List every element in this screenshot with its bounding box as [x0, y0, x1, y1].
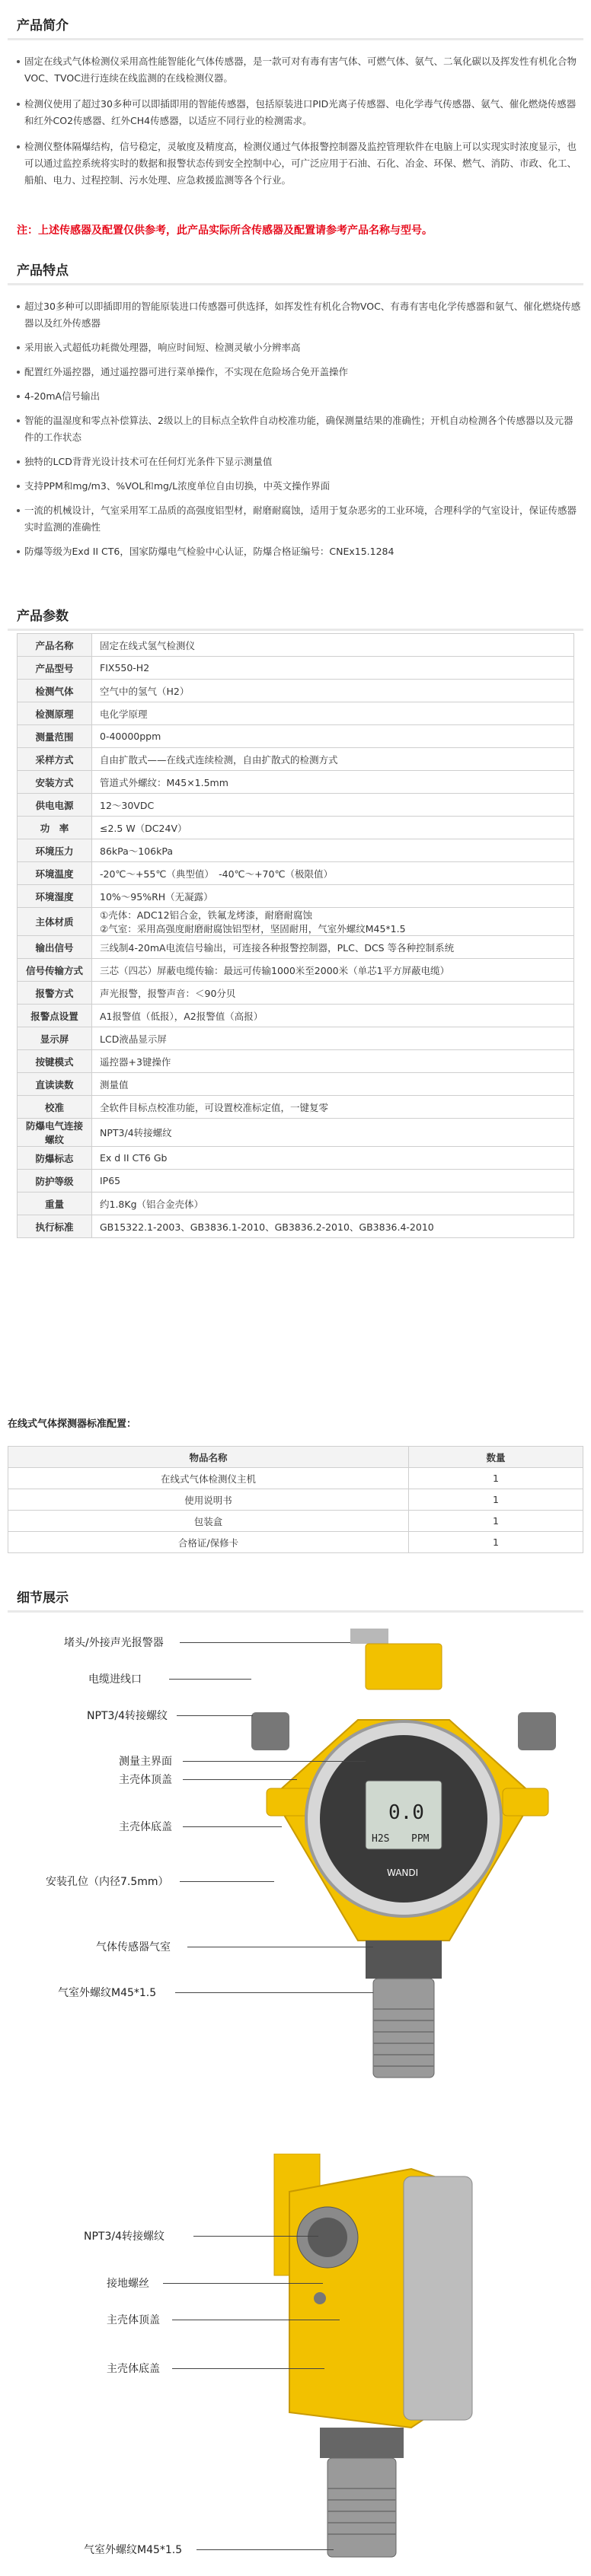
standard-row	[8, 1489, 583, 1511]
spec-key: 报警点设置	[18, 1005, 92, 1027]
spec-key: 防爆标志	[18, 1147, 92, 1170]
standard-row	[8, 1511, 583, 1532]
spec-row	[18, 817, 574, 839]
label-mount-hole: 安装孔位（内径7.5mm）	[46, 1876, 169, 1888]
device-front-image	[251, 1629, 571, 2131]
sensor-chamber-side	[327, 2458, 396, 2557]
leader-line	[183, 1779, 297, 1780]
spec-key: 输出信号	[18, 936, 92, 959]
standard-cell: 使用说明书	[8, 1489, 409, 1511]
top-cap	[350, 1629, 388, 1644]
spec-value: 全软件目标点校准功能，可设置校准标定值，一键复零	[92, 1096, 574, 1119]
spec-key: 防护等级	[18, 1170, 92, 1192]
spec-table	[17, 633, 574, 1238]
spec-value: GB15322.1-2003、GB3836.1-2010、GB3836.2-2010、GB3836.4-2010	[92, 1215, 574, 1238]
spec-row	[18, 702, 574, 725]
intro-paragraph: 检测仪整体隔爆结构，信号稳定，灵敏度及精度高，检测仪通过气体报警控制器及监控管理软件在电脑上可以实现实时浓度显示，也可以通过监控系统将实时的数据和报警状态传到安全控制中心，可广泛应用于石油、石化、冶金、环保、燃气、消防、市政、化工、船舶、电力、过程控制、污水处理、应急救援监测等各个行业。	[17, 139, 582, 189]
spec-key: 环境压力	[18, 839, 92, 862]
spec-key: 安装方式	[18, 771, 92, 794]
detail-title: 细节展示	[17, 1590, 69, 1606]
spec-row	[18, 1119, 574, 1147]
leader-line	[183, 1761, 366, 1762]
spec-value: NPT3/4转接螺纹	[92, 1119, 574, 1147]
spec-value: 0-40000ppm	[92, 725, 574, 748]
spec-value: 10%～95%RH（无凝露）	[92, 885, 574, 908]
standard-cell: 1	[409, 1489, 583, 1511]
standard-table	[8, 1446, 583, 1553]
feature-item: 独特的LCD背背光设计技术可在任何灯光条件下显示测量值	[17, 454, 582, 470]
spec-value: 三芯（四芯）屏蔽电缆传输：最远可传输1000米至2000米（单芯1平方屏蔽电缆）	[92, 959, 574, 982]
spec-row	[18, 1192, 574, 1215]
spec-value: IP65	[92, 1170, 574, 1192]
standard-cell: 1	[409, 1532, 583, 1553]
spec-key: 主体材质	[18, 908, 92, 936]
leader-line	[169, 1679, 251, 1680]
spec-value: 空气中的氢气（H2）	[92, 680, 574, 702]
leader-line	[163, 2283, 323, 2284]
spec-value: 电化学原理	[92, 702, 574, 725]
spec-row	[18, 1215, 574, 1238]
spec-row	[18, 771, 574, 794]
brand-logo: WANDI	[387, 1868, 419, 1878]
spec-row	[18, 1170, 574, 1192]
spec-value: Ex d II CT6 Gb	[92, 1147, 574, 1170]
leader-line	[193, 2236, 318, 2237]
spec-value: 遥控器+3键操作	[92, 1050, 574, 1073]
intro-title: 产品简介	[17, 18, 69, 33]
label-cable-inlet: 电缆进线口	[88, 1673, 142, 1686]
plug-right	[518, 1712, 556, 1750]
spec-key: 直读读数	[18, 1073, 92, 1096]
spec-row	[18, 657, 574, 680]
standard-cell: 1	[409, 1468, 583, 1489]
label-ground-screw: 接地螺丝	[107, 2278, 149, 2290]
spec-value: 测量值	[92, 1073, 574, 1096]
spec-row	[18, 1147, 574, 1170]
feature-item: 4-20mA信号输出	[17, 388, 582, 405]
spec-key: 环境温度	[18, 862, 92, 885]
spec-row	[18, 748, 574, 771]
intro-paragraph: 固定在线式气体检测仪采用高性能智能化气体传感器，是一款可对有毒有害气体、可燃气体、氨气、二氧化碳以及挥发性有机化合物VOC、TVOC进行连续在线监测的在线检测仪器。	[17, 53, 582, 87]
spec-key: 检测原理	[18, 702, 92, 725]
label-side-npt: NPT3/4转接螺纹	[84, 2231, 165, 2243]
label-chamber-thread: 气室外螺纹M45*1.5	[58, 1987, 157, 1999]
spec-key: 校准	[18, 1096, 92, 1119]
features-title: 产品特点	[17, 263, 69, 279]
lcd-unit: PPM	[411, 1833, 430, 1845]
top-boss	[366, 1644, 442, 1689]
spec-key: 采样方式	[18, 748, 92, 771]
spec-value: ≤2.5 W（DC24V）	[92, 817, 574, 839]
intro-paragraph: 检测仪使用了超过30多种可以即插即用的智能传感器，包括原装进口PID光离子传感器、电化学毒气传感器、氨气、催化燃烧传感器和红外CO2传感器、红外CH4传感器，以适应不同行业的检测需求。	[17, 96, 582, 129]
top-cover-side	[404, 2176, 472, 2420]
label-npt-thread: NPT3/4转接螺纹	[87, 1710, 168, 1722]
spec-key: 防爆电气连接螺纹	[18, 1119, 92, 1147]
label-plug: 堵头/外接声光报警器	[64, 1637, 164, 1649]
standard-row	[8, 1468, 583, 1489]
lcd-gas: H2S	[372, 1833, 390, 1845]
leader-line	[196, 2549, 334, 2550]
standard-title: 在线式气体探测器标准配置：	[8, 1419, 137, 1430]
sensor-chamber	[373, 1979, 434, 2078]
spec-value: 约1.8Kg（铝合金壳体）	[92, 1192, 574, 1215]
cable-inlet-left	[251, 1712, 289, 1750]
spec-key: 功 率	[18, 817, 92, 839]
feature-item: 超过30多种可以即插即用的智能原装进口传感器可供选择，如挥发性有机化合物VOC、有毒有害电化学传感器和氨气、催化燃烧传感器以及红外传感器	[17, 298, 582, 332]
standard-cell: 合格证/保修卡	[8, 1532, 409, 1553]
spec-key: 按键模式	[18, 1050, 92, 1073]
label-bottom-cover: 主壳体底盖	[119, 1821, 172, 1833]
specs-title: 产品参数	[17, 609, 69, 624]
feature-item: 一流的机械设计，气室采用军工品质的高强度铝型材，耐磨耐腐蚀，适用于复杂恶劣的工业环境，合理科学的气室设计，保证传感器实时监测的准确性	[17, 502, 582, 536]
feature-item: 配置红外遥控器，通过遥控器可进行菜单操作，不实现在危险场合免开盖操作	[17, 364, 582, 381]
spec-row	[18, 1050, 574, 1073]
label-display: 测量主界面	[119, 1756, 172, 1768]
leader-line	[183, 1826, 282, 1827]
spec-row	[18, 885, 574, 908]
spec-value: ①壳体：ADC12铝合金，铁氟龙烤漆，耐磨耐腐蚀 ②气室：采用高强度耐磨耐腐蚀铝型材，坚固耐用，气室外螺纹M45*1.5	[92, 908, 574, 936]
spec-key: 测量范围	[18, 725, 92, 748]
spec-key: 产品名称	[18, 634, 92, 657]
spec-row	[18, 862, 574, 885]
spec-key: 环境湿度	[18, 885, 92, 908]
divider	[8, 1610, 583, 1613]
spec-value: 12～30VDC	[92, 794, 574, 817]
spec-value: 自由扩散式——在线式连续检测，自由扩散式的检测方式	[92, 748, 574, 771]
spec-value: -20℃～+55℃（典型值） -40℃～+70℃（极限值）	[92, 862, 574, 885]
spec-row	[18, 725, 574, 748]
lcd-value: 0.0	[388, 1801, 424, 1824]
features-list	[0, 285, 591, 568]
spec-row	[18, 634, 574, 657]
spec-value: 固定在线式氢气检测仪	[92, 634, 574, 657]
intro-body	[0, 40, 591, 198]
spec-value: FIX550-H2	[92, 657, 574, 680]
leader-line	[180, 1881, 274, 1882]
spec-key: 信号传输方式	[18, 959, 92, 982]
spec-row	[18, 680, 574, 702]
hex-nut-side	[320, 2428, 404, 2458]
standard-row	[8, 1532, 583, 1553]
spec-value: 三线制4-20mA电流信号输出，可连接各种报警控制器，PLC、DCS 等各种控制系统	[92, 936, 574, 959]
spec-row	[18, 794, 574, 817]
label-side-bottom-cover: 主壳体底盖	[107, 2363, 160, 2375]
intro-note: 注：上述传感器及配置仅供参考，此产品实际所含传感器及配置请参考产品名称与型号。	[17, 224, 433, 237]
leader-line	[180, 1642, 350, 1643]
spec-row	[18, 1096, 574, 1119]
spec-key: 供电电源	[18, 794, 92, 817]
feature-item: 支持PPM和mg/m3、%VOL和mg/L浓度单位自由切换，中英文操作界面	[17, 478, 582, 495]
standard-header-row	[8, 1447, 583, 1468]
standard-header: 数量	[409, 1447, 583, 1468]
spec-key: 产品型号	[18, 657, 92, 680]
spec-key: 报警方式	[18, 982, 92, 1005]
spec-value: A1报警值（低报），A2报警值（高报）	[92, 1005, 574, 1027]
spec-key: 执行标准	[18, 1215, 92, 1238]
spec-row	[18, 1005, 574, 1027]
label-side-chamber-thread: 气室外螺纹M45*1.5	[84, 2544, 183, 2556]
spec-row	[18, 936, 574, 959]
hex-nut	[366, 1941, 442, 1979]
label-top-cover: 主壳体顶盖	[119, 1774, 172, 1786]
feature-item: 智能的温湿度和零点补偿算法、2级以上的目标点全软件自动校准功能，确保测量结果的准确性；开机自动检测各个传感器以及元器件的工作状态	[17, 412, 582, 446]
spec-value: LCD液晶显示屏	[92, 1027, 574, 1050]
divider	[8, 629, 583, 631]
spec-key: 重量	[18, 1192, 92, 1215]
label-sensor-chamber: 气体传感器气室	[96, 1941, 171, 1953]
spec-row	[18, 1027, 574, 1050]
spec-key: 检测气体	[18, 680, 92, 702]
leader-line	[177, 1715, 253, 1716]
feature-item: 防爆等级为Exd II CT6，国家防爆电气检验中心认证，防爆合格证编号：CNEx15.1284	[17, 543, 582, 560]
standard-header: 物品名称	[8, 1447, 409, 1468]
spec-row	[18, 908, 574, 936]
spec-key: 显示屏	[18, 1027, 92, 1050]
npt-port-inner	[308, 2218, 347, 2257]
standard-cell: 1	[409, 1511, 583, 1532]
feature-item: 采用嵌入式超低功耗微处理器，响应时间短、检测灵敏小分辨率高	[17, 339, 582, 356]
ground-screw	[314, 2292, 326, 2304]
spec-value: 管道式外螺纹：M45×1.5mm	[92, 771, 574, 794]
spec-row	[18, 1073, 574, 1096]
standard-cell: 在线式气体检测仪主机	[8, 1468, 409, 1489]
spec-row	[18, 959, 574, 982]
label-side-top-cover: 主壳体顶盖	[107, 2314, 160, 2326]
leader-line	[172, 2368, 324, 2369]
spec-value: 声光报警，报警声音：＜90分贝	[92, 982, 574, 1005]
device-side-image	[259, 2154, 503, 2572]
spec-row	[18, 982, 574, 1005]
leader-line	[175, 1992, 373, 1993]
standard-cell: 包装盒	[8, 1511, 409, 1532]
spec-row	[18, 839, 574, 862]
mount-ear-right	[503, 1788, 548, 1816]
spec-value: 86kPa～106kPa	[92, 839, 574, 862]
